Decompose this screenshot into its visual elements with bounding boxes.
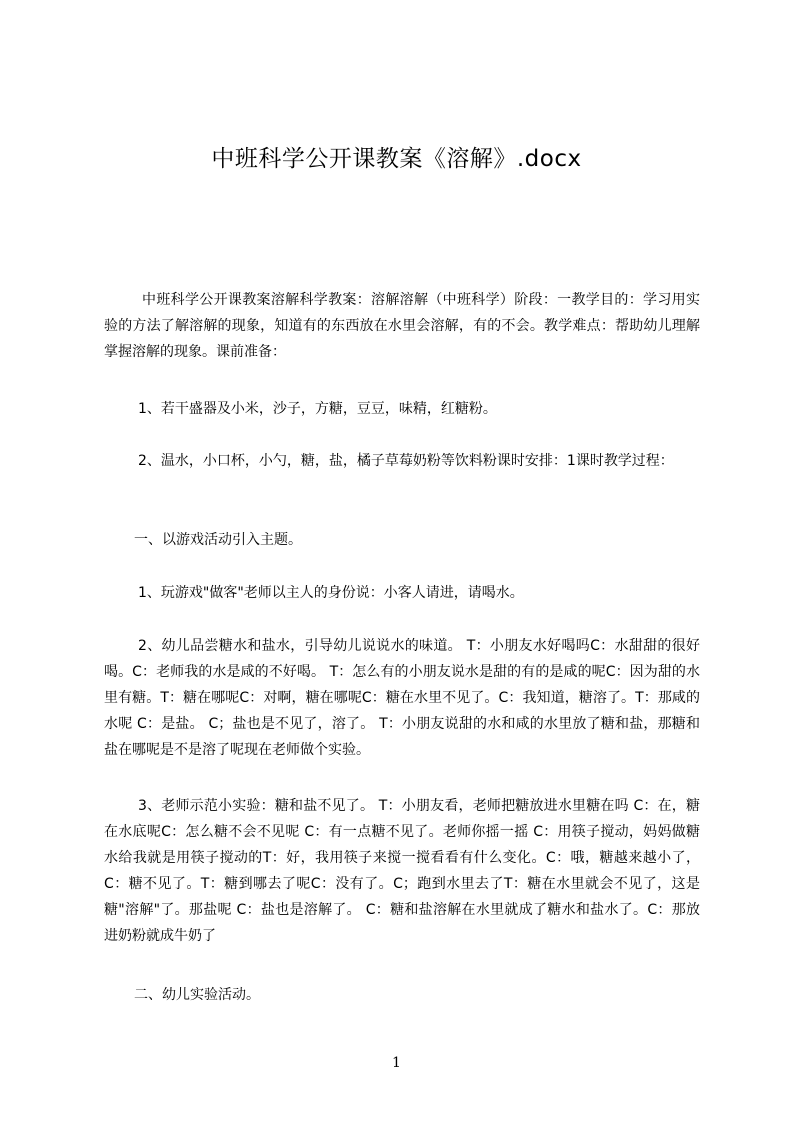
paragraph-prep-1: 1、若干盛器及小米，沙子，方糖，豆豆，味精，红糖粉。 [138,401,497,417]
document-title: 中班科学公开课教案《溶解》.docx [211,146,582,172]
paragraph-step-2: 2、幼儿品尝糖水和盐水，引导幼儿说说水的味道。 T：小朋友水好喝吗C：水甜甜的很好喝。C：老师我的水是咸的不好喝。 T：怎么有的小朋友说水是甜的有的是咸的呢C：因为甜的水里有糖。T：糖在哪呢C：对啊，糖在哪呢C：糖在水里不见了。C：我知道，糖溶了。T：那咸的水呢 C：是盐。 C；盐也是不见了，溶了。 T：小朋友说甜的水和咸的水里放了糖和盐，那糖和盐在哪呢是不是溶了呢现在老师做个实验。 [104,638,700,758]
paragraph-intro: 中班科学公开课教案溶解科学教案：溶解溶解（中班科学）阶段：一教学目的：学习用实验的方法了解溶解的现象，知道有的东西放在水里会溶解，有的不会。教学难点：帮助幼儿理解掌握溶解的现象。课前准备： [104,292,700,360]
section-heading-2: 二、幼儿实验活动。 [134,987,260,1003]
section-heading-1: 一、以游戏活动引入主题。 [134,532,302,548]
paragraph-prep-2: 2、温水，小口杯，小勺，糖，盐，橘子草莓奶粉等饮料粉课时安排：1课时教学过程： [138,453,674,469]
page-number: 1 [392,1055,401,1071]
paragraph-step-3: 3、老师示范小实验：糖和盐不见了。 T：小朋友看，老师把糖放进水里糖在吗 C：在，糖在水底呢C：怎么糖不会不见呢 C：有一点糖不见了。老师你摇一摇 C：用筷子搅动，妈妈做糖水给我就是用筷子搅动的T：好，我用筷子来搅一搅看看有什么变化。C：哦，糖越来越小了，C：糖不见了。T：糖到哪去了呢C：没有了。C；跑到水里去了T：糖在水里就会不见了，这是糖"溶解"了。那盐呢 C：盐也是溶解了。 C：糖和盐溶解在水里就成了糖水和盐水了。C：那放进奶粉就成牛奶了 [104,798,700,944]
paragraph-step-1: 1、玩游戏"做客"老师以主人的身份说：小客人请进，请喝水。 [138,585,524,601]
